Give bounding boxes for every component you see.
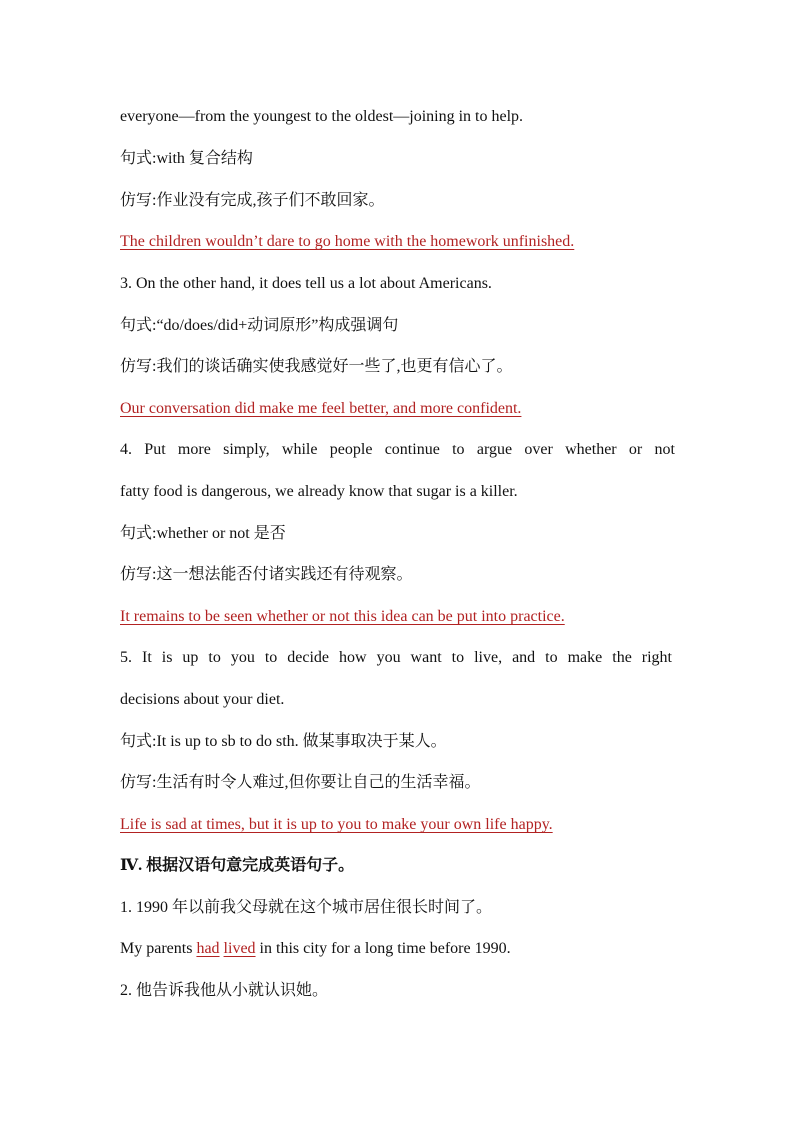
answer-line-3: It remains to be seen whether or not this idea can be put into practice.	[120, 608, 565, 625]
answer-prefix: My parents	[120, 940, 197, 957]
sentence-pattern-label-1: 句式:with 复合结构	[120, 150, 253, 167]
sentence-pattern-label-2: 句式:“do/does/did+动词原形”构成强调句	[120, 317, 399, 334]
imitation-prompt-4: 仿写:生活有时令人难过,但你要让自己的生活幸福。	[120, 774, 481, 791]
answer-line-2: Our conversation did make me feel better, and more confident.	[120, 400, 522, 417]
example-sentence-3: 3. On the other hand, it does tell us a lot about Americans.	[120, 275, 492, 292]
example-sentence-5-line-2: decisions about your diet.	[120, 691, 285, 708]
text-line-1: everyone—from the youngest to the oldest—joining in to help.	[120, 108, 524, 125]
imitation-prompt-3: 仿写:这一想法能否付诸实践还有待观察。	[120, 566, 413, 583]
translation-answer-1	[120, 939, 680, 959]
answer-blank-2: lived	[223, 940, 256, 957]
answer-line-1: The children wouldn’t dare to go home with the homework unfinished.	[120, 233, 575, 250]
answer-blank-1: had	[196, 940, 220, 957]
imitation-prompt-1: 仿写:作业没有完成,孩子们不敢回家。	[120, 192, 385, 209]
answer-suffix: in this city for a long time before 1990.	[255, 940, 511, 957]
imitation-prompt-2: 仿写:我们的谈话确实使我感觉好一些了,也更有信心了。	[120, 358, 513, 375]
section-heading-iv: Ⅳ. 根据汉语句意完成英语句子。	[120, 857, 355, 874]
answer-line-4: Life is sad at times, but it is up to you to make your own life happy.	[120, 816, 553, 833]
translation-prompt-2: 2. 他告诉我他从小就认识她。	[120, 982, 329, 999]
sentence-pattern-label-3: 句式:whether or not 是否	[120, 525, 286, 542]
example-sentence-5-line-1: 5. It is up to you to decide how you want to live, and to make the right	[120, 649, 672, 666]
translation-prompt-1: 1. 1990 年以前我父母就在这个城市居住很长时间了。	[120, 899, 493, 916]
example-sentence-4-line-1: 4. Put more simply, while people continue to argue over whether or not	[120, 441, 675, 458]
example-sentence-4-line-2: fatty food is dangerous, we already know that sugar is a killer.	[120, 483, 518, 500]
sentence-pattern-label-4: 句式:It is up to sb to do sth. 做某事取决于某人。	[120, 733, 447, 750]
